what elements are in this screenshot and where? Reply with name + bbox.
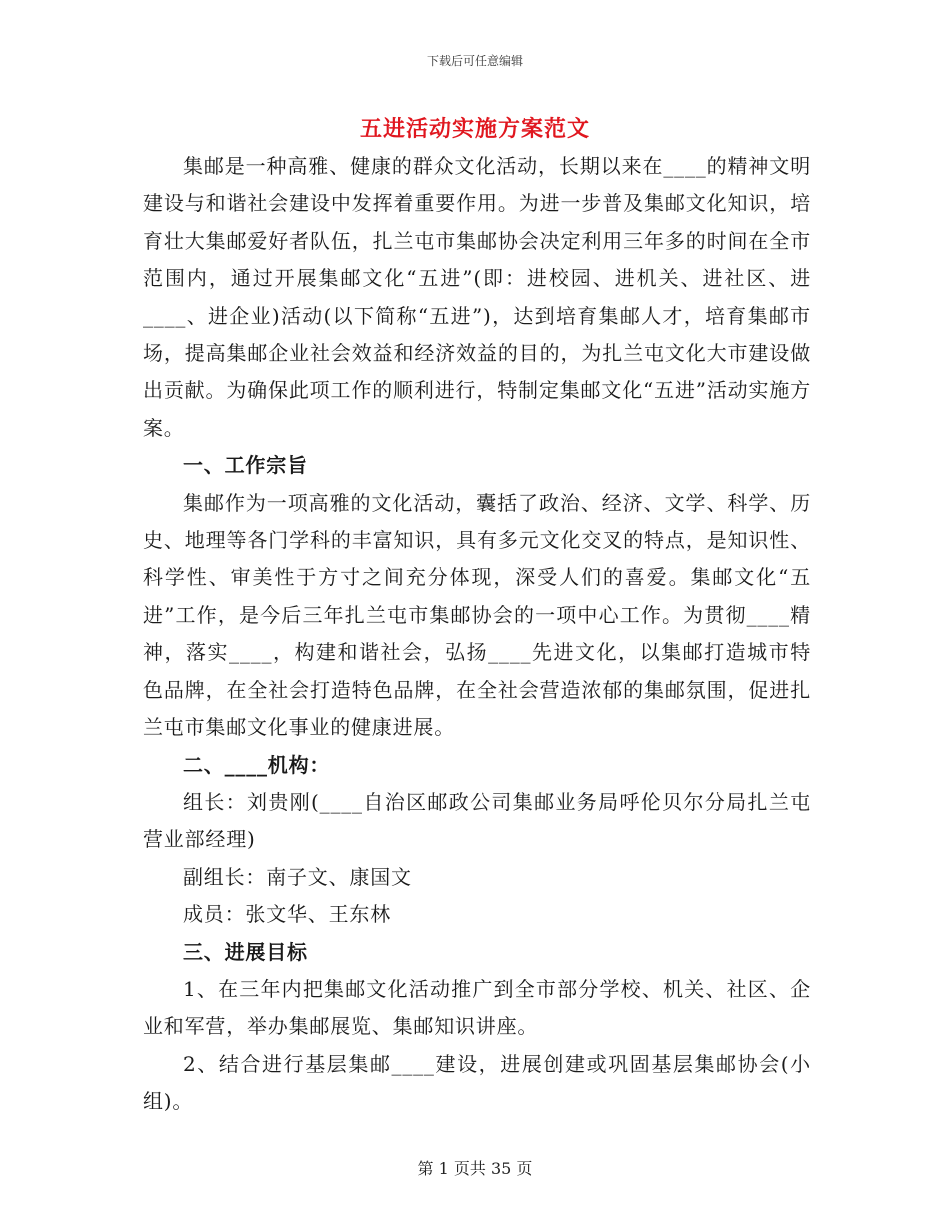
deputy-leader-paragraph: 副组长：南子文、康国文 [183,864,412,889]
section-heading-goals: 三、进展目标 [183,939,308,964]
goal-item-2: 2、结合进行基层集邮____建设，进展创建或巩固基层集邮协会(小组)。 [143,1051,811,1114]
section-heading-organization: 二、____机构： [183,752,331,777]
purpose-paragraph: 集邮作为一项高雅的文化活动，囊括了政治、经济、文学、科学、历史、地理等各门学科的丰富知识，具有多元文化交叉的特点，是知识性、科学性、审美性于方寸之间充分体现，深受人们的喜爱。集邮文化“五进”工作，是今后三年扎兰屯市集邮协会的一项中心工作。为贯彻____精神，落实____，构建和谐社会，弘扬____先进文化，以集邮打造城市特色品牌，在全社会打造特色品牌，在全社会营造浓郁的集邮氛围，促进扎兰屯市集邮文化事业的健康进展。 [143,490,811,740]
document-body [143,148,811,1121]
header-note: 下载后可任意编辑 [426,54,523,68]
members-paragraph: 成员：张文华、王东林 [183,902,391,927]
intro-paragraph: 集邮是一种高雅、健康的群众文化活动，长期以来在____的精神文明建设与和谐社会建设中发挥着重要作用。为进一步普及集邮文化知识，培育壮大集邮爱好者队伍，扎兰屯市集邮协会决定利用三年多的时间在全市范围内，通过开展集邮文化“五进”(即：进校园、进机关、进社区、进____、进企业)活动(以下简称“五进”)，达到培育集邮人才，培育集邮市场，提高集邮企业社会效益和经济效益的目的，为扎兰屯文化大市建设做出贡献。为确保此项工作的顺利进行，特制定集邮文化“五进”活动实施方案。 [143,154,811,440]
page-number: 第 1 页共 35 页 [417,1159,533,1178]
leader-paragraph: 组长：刘贵刚(____自治区邮政公司集邮业务局呼伦贝尔分局扎兰屯营业部经理) [143,789,811,852]
section-heading-purpose: 一、工作宗旨 [183,453,308,478]
goal-item-1: 1、在三年内把集邮文化活动推广到全市部分学校、机关、社区、企业和军营，举办集邮展览、集邮知识讲座。 [143,976,811,1039]
document-title: 五进活动实施方案范文 [359,116,590,142]
